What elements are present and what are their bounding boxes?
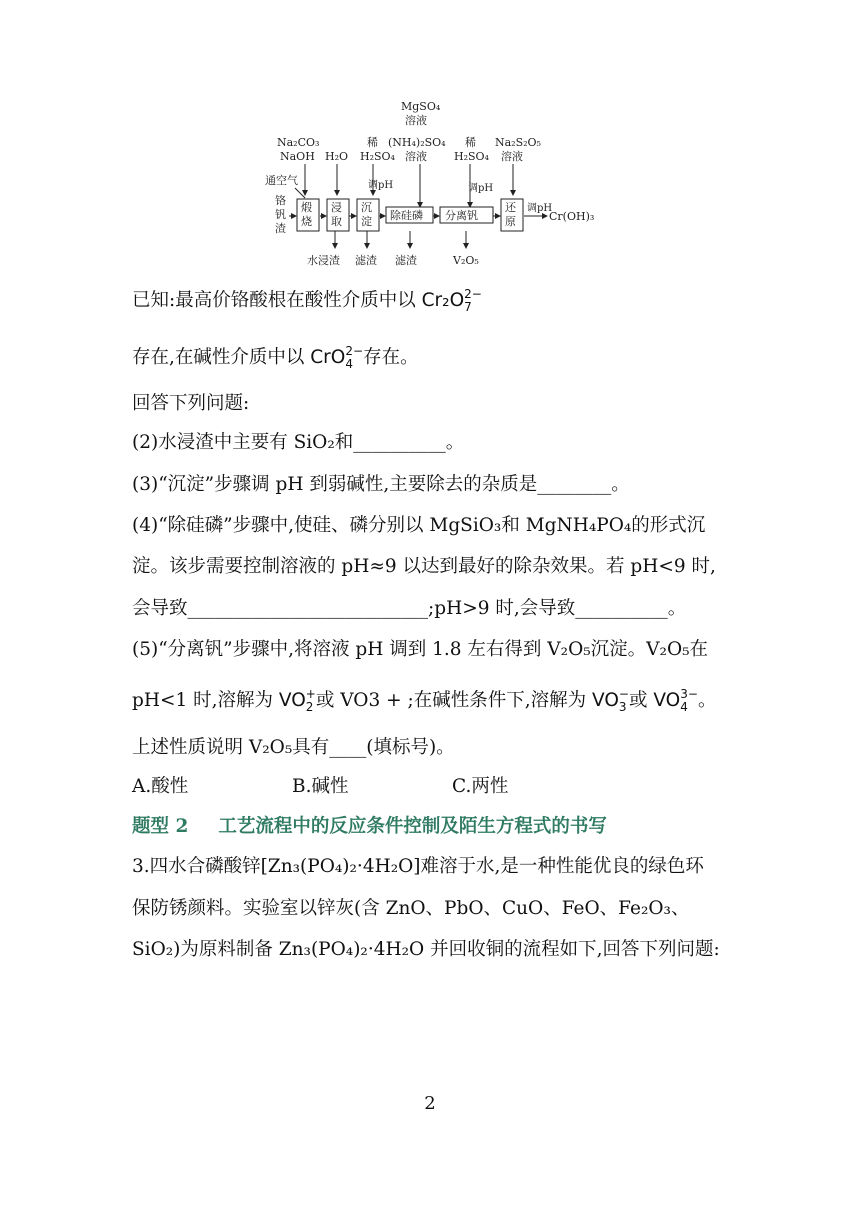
vo2-ion: VO + 2 [278,687,316,715]
air-label: 通空气 [265,174,298,187]
vo3-ion: VO − 3 [591,687,629,715]
step-precip-1: 沉 [361,201,372,214]
step-separate-v: 分离钒 [445,209,478,222]
question-3: (3)“沉淀”步骤调 pH 到弱碱性,主要除去的杂质是________。 [132,474,630,495]
reagent-nh4so4-sol: 溶液 [405,150,427,163]
section-heading [132,816,607,838]
step-reduce-2: 原 [505,215,516,228]
step-remove-si-p: 除硅磷 [390,209,423,222]
question-3-line-3: SiO₂)为原料制备 Zn₃(PO₄)₂·4H₂O 并回收铜的流程如下,回答下列问题: [132,939,720,960]
product-croh3: Cr(OH)₃ [549,210,595,223]
reagent-water: H₂O [325,150,349,163]
step-leach-1: 浸 [331,201,342,214]
reagent-na2s2o5-sol: 溶液 [501,150,523,163]
residue-water: 水浸渣 [307,254,340,267]
adjust-ph-3: 调pH [527,203,553,214]
raw-1: 铬 [275,194,286,207]
option-b: B.碱性 [292,776,349,797]
question-2: (2)水浸渣中主要有 SiO₂和__________。 [132,432,465,453]
question-3-line-1: 3.四水合磷酸锌[Zn₃(PO₄)₂·4H₂O]难溶于水,是一种性能优良的绿色环 [132,856,704,877]
reagent-dilute-2: 稀 [465,136,476,149]
raw-2: 钒 [275,208,286,221]
reagent-nh4so4: (NH₄)₂SO₄ [388,136,446,149]
question-4-line-1: (4)“除硅磷”步骤中,使硅、磷分别以 MgSiO₃和 MgNH₄PO₄的形式沉 [132,515,706,536]
reagent-naoh: NaOH [280,150,315,163]
question-5-line-2: pH<1 时,溶解为 VO + 2 或 VO3 + ;在碱性条件下,溶解为 VO − 3 或 VO 3− 4 。 [132,687,717,715]
answer-prompt: 回答下列问题: [132,393,250,414]
flowchart-svg [255,98,615,276]
residue-filter-1: 滤渣 [355,254,377,267]
process-flowchart [255,98,615,276]
step-calcine-1: 煅 [301,201,312,214]
step-leach-2: 取 [331,215,342,228]
step-reduce-1: 还 [505,201,516,214]
dichromate-ion: Cr₂O 2− 7 [421,287,482,315]
option-c: C.两性 [452,776,509,797]
question-3-line-2: 保防锈颜料。实验室以锌灰(含 ZnO、PbO、CuO、FeO、Fe₂O₃、 [132,898,690,919]
question-5-line-3: 上述性质说明 V₂O₅具有____(填标号)。 [132,737,455,758]
step-calcine-2: 烧 [301,215,312,228]
adjust-ph-2: 调pH [468,183,494,194]
known-line-2: 存在,在碱性介质中以 CrO 2− 4 存在。 [132,344,419,372]
adjust-ph-1: 调pH [368,180,394,191]
residue-v2o5: V₂O₅ [453,254,479,267]
reagent-h2so4-2: H₂SO₄ [454,150,489,163]
reagent-mgso4: MgSO₄ [401,100,441,113]
known-line-1: 已知:最高价铬酸根在酸性介质中以 Cr₂O 2− 7 [132,287,482,315]
reagent-na2co3: Na₂CO₃ [277,136,320,149]
section-heading-title: 工艺流程中的反应条件控制及陌生方程式的书写 [218,816,607,837]
reagent-mgso4-sol: 溶液 [405,114,427,127]
options-row [132,776,508,798]
step-precip-2: 淀 [361,215,372,228]
reagent-dilute-1: 稀 [367,136,378,149]
section-heading-number: 题型 2 [132,816,189,837]
reagent-na2s2o5: Na₂S₂O₅ [495,136,541,149]
chromate-ion: CrO 2− 4 [310,344,364,372]
question-5-line-1: (5)“分离钒”步骤中,将溶液 pH 调到 1.8 左右得到 V₂O₅沉淀。V₂O₅在 [132,639,709,660]
reagent-h2so4-1: H₂SO₄ [360,150,395,163]
option-a: A.酸性 [132,776,189,797]
raw-3: 渣 [275,222,286,235]
question-4-line-2: 淀。该步需要控制溶液的 pH≈9 以达到最好的除杂效果。若 pH<9 时, [132,556,716,577]
residue-filter-2: 滤渣 [395,254,417,267]
page-number: 2 [424,1093,436,1114]
vo4-ion: VO 3− 4 [653,687,698,715]
question-4-line-3: 会导致__________________________;pH>9 时,会导致__________。 [132,598,687,619]
